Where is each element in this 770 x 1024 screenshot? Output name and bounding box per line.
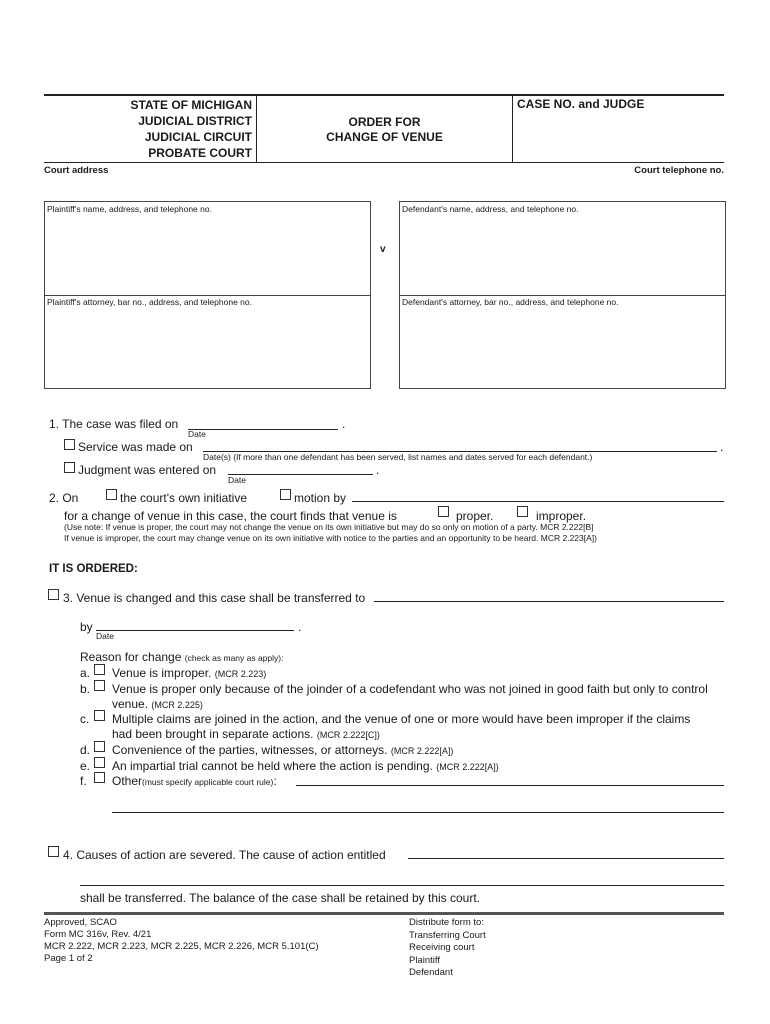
by-text: by <box>80 620 93 634</box>
reason-d-text: Convenience of the parties, witnesses, or attorneys. <box>112 743 388 757</box>
reason-e-line <box>112 759 499 773</box>
reason-b-cont-line <box>112 697 203 711</box>
reason-a-cite: (MCR 2.223) <box>214 669 267 679</box>
reason-a-checkbox[interactable] <box>94 664 105 675</box>
reason-c-cont: had been brought in separate actions. <box>112 727 314 741</box>
cause-title-field[interactable] <box>408 858 724 859</box>
reason-e-letter: e. <box>80 759 91 773</box>
reason-d-cite: (MCR 2.222[A]) <box>390 746 454 756</box>
reason-b-checkbox[interactable] <box>94 680 105 691</box>
reason-f-line <box>112 774 277 788</box>
item2-on: 2. On <box>49 491 79 505</box>
plaintiff-attorney-label: Plaintiff's attorney, bar no., address, and telephone no. <box>47 297 252 307</box>
item2-note2: If venue is improper, the court may change venue on its own initiative with notice to the parties and an opportunity to be heard. MCR 2.223[A]) <box>64 533 597 543</box>
own-initiative-text: the court's own initiative <box>120 491 248 505</box>
service-text: Service was made on <box>78 440 193 454</box>
district-line: JUDICIAL DISTRICT <box>138 114 252 128</box>
item2-finding: for a change of venue in this case, the court finds that venue is <box>64 509 397 523</box>
footer-form-number: Form MC 316v, Rev. 4/21 <box>44 929 152 940</box>
distribute-heading: Distribute form to: <box>409 917 484 928</box>
footer-approved: Approved, SCAO <box>44 917 117 928</box>
probate-line: PROBATE COURT <box>148 146 252 160</box>
defendant-box-divider <box>400 295 725 296</box>
item3-checkbox[interactable] <box>48 589 59 600</box>
judgment-text: Judgment was entered on <box>78 463 217 477</box>
by-date-field[interactable] <box>96 630 294 631</box>
court-designation <box>130 97 252 161</box>
judgment-date-label: Date <box>228 475 246 485</box>
reason-f-cite: (must specify applicable court rule) <box>142 777 274 787</box>
reason-heading <box>80 650 283 664</box>
own-initiative-checkbox[interactable] <box>106 489 117 500</box>
venue-proper-checkbox[interactable] <box>438 506 449 517</box>
item2-note1: (Use note: If venue is proper, the court may not change the venue on its own initiative but may do so only on motion of a party. MCR 2.222[B] <box>64 522 594 532</box>
reason-e-cite: (MCR 2.222[A]) <box>436 762 499 772</box>
venue-improper-text: improper. <box>536 509 587 523</box>
reason-d-checkbox[interactable] <box>94 741 105 752</box>
judgment-period: . <box>376 463 380 477</box>
distribute-plaintiff: Plaintiff <box>409 954 440 966</box>
other-rule-field-2[interactable] <box>112 812 724 813</box>
reason-d-letter: d. <box>80 743 91 757</box>
reason-f-checkbox[interactable] <box>94 772 105 783</box>
transfer-court-field[interactable] <box>374 601 724 602</box>
form-title-line2: CHANGE OF VENUE <box>326 130 443 144</box>
header-divider-right <box>512 95 513 162</box>
reason-e-checkbox[interactable] <box>94 757 105 768</box>
by-date-label: Date <box>96 631 114 641</box>
ordered-heading: IT IS ORDERED: <box>49 563 138 575</box>
item4-text: 4. Causes of action are severed. The cause of action entitled <box>63 848 386 862</box>
venue-proper-text: proper. <box>456 509 494 523</box>
item4-cont: shall be transferred. The balance of the case shall be retained by this court. <box>80 891 481 905</box>
reason-f-colon: : <box>273 774 277 788</box>
filed-period: . <box>342 417 346 431</box>
versus-label: v <box>380 244 386 255</box>
reason-f-letter: f. <box>80 774 87 788</box>
plaintiff-box-divider <box>45 295 370 296</box>
distribute-receiving: Receiving court <box>409 942 475 953</box>
case-no-label: CASE NO. and JUDGE <box>517 97 645 111</box>
footer-page: Page 1 of 2 <box>44 953 93 964</box>
distribute-defendant: Defendant <box>409 967 453 978</box>
form-title-line1: ORDER FOR <box>348 115 421 129</box>
reason-c-checkbox[interactable] <box>94 710 105 721</box>
reason-c-text: Multiple claims are joined in the action, and the venue of one or more would have been improper if the claims <box>112 712 691 726</box>
footer-mcr: MCR 2.222, MCR 2.223, MCR 2.225, MCR 2.226, MCR 5.101(C) <box>44 941 319 952</box>
item3-text: 3. Venue is changed and this case shall be transferred to <box>63 591 366 605</box>
header-bottom-rule <box>44 162 724 163</box>
item1-text: 1. The case was filed on <box>49 417 179 431</box>
motion-checkbox[interactable] <box>280 489 291 500</box>
other-rule-field[interactable] <box>296 785 724 786</box>
judgment-checkbox[interactable] <box>64 462 75 473</box>
venue-improper-checkbox[interactable] <box>517 506 528 517</box>
reason-b-text: Venue is proper only because of the joinder of a codefendant who was not joined in good faith but only to control <box>112 682 708 696</box>
court-phone-label: Court telephone no. <box>634 165 724 176</box>
service-period: . <box>720 440 724 454</box>
cause-title-field-2[interactable] <box>80 885 724 886</box>
header-top-rule <box>44 94 724 96</box>
footer-approval <box>44 917 319 965</box>
reason-text: Reason for change <box>80 650 182 664</box>
reason-b-cont: venue. <box>112 697 149 711</box>
reason-a-text: Venue is improper. <box>112 666 212 680</box>
item4-checkbox[interactable] <box>48 846 59 857</box>
defendant-attorney-label: Defendant's attorney, bar no., address, and telephone no. <box>402 297 619 307</box>
reason-b-cite: (MCR 2.225) <box>151 700 203 710</box>
reason-c-cont-line <box>112 727 380 741</box>
state-line: STATE OF MICHIGAN <box>130 98 252 112</box>
service-checkbox[interactable] <box>64 439 75 450</box>
judgment-date-field[interactable] <box>228 474 373 475</box>
reason-e-text: An impartial trial cannot be held where the action is pending. <box>112 759 433 773</box>
footer-distribution <box>409 917 486 980</box>
reason-c-cite: (MCR 2.222[C]) <box>316 730 380 740</box>
filed-date-label: Date <box>188 429 206 439</box>
by-period: . <box>298 620 302 634</box>
motion-by-field[interactable] <box>352 501 724 502</box>
defendant-label: Defendant's name, address, and telephone no. <box>402 204 579 214</box>
reason-c-letter: c. <box>80 712 90 726</box>
reason-a-letter: a. <box>80 666 91 680</box>
distribute-transferring: Transferring Court <box>409 929 486 941</box>
court-address-label: Court address <box>44 165 109 176</box>
reason-b-letter: b. <box>80 682 91 696</box>
motion-text: motion by <box>294 491 347 505</box>
plaintiff-label: Plaintiff's name, address, and telephone no. <box>47 204 212 214</box>
reason-a-line <box>112 666 266 680</box>
reason-d-line <box>112 743 453 757</box>
reason-note: (check as many as apply): <box>184 653 284 663</box>
service-note: Date(s) (If more than one defendant has been served, list names and dates served for each defendant.) <box>203 452 593 462</box>
circuit-line: JUDICIAL CIRCUIT <box>144 130 252 144</box>
form-title <box>257 115 512 145</box>
reason-f-text: Other <box>112 774 143 788</box>
filed-date-field[interactable] <box>188 429 338 430</box>
footer-rule <box>44 912 724 915</box>
